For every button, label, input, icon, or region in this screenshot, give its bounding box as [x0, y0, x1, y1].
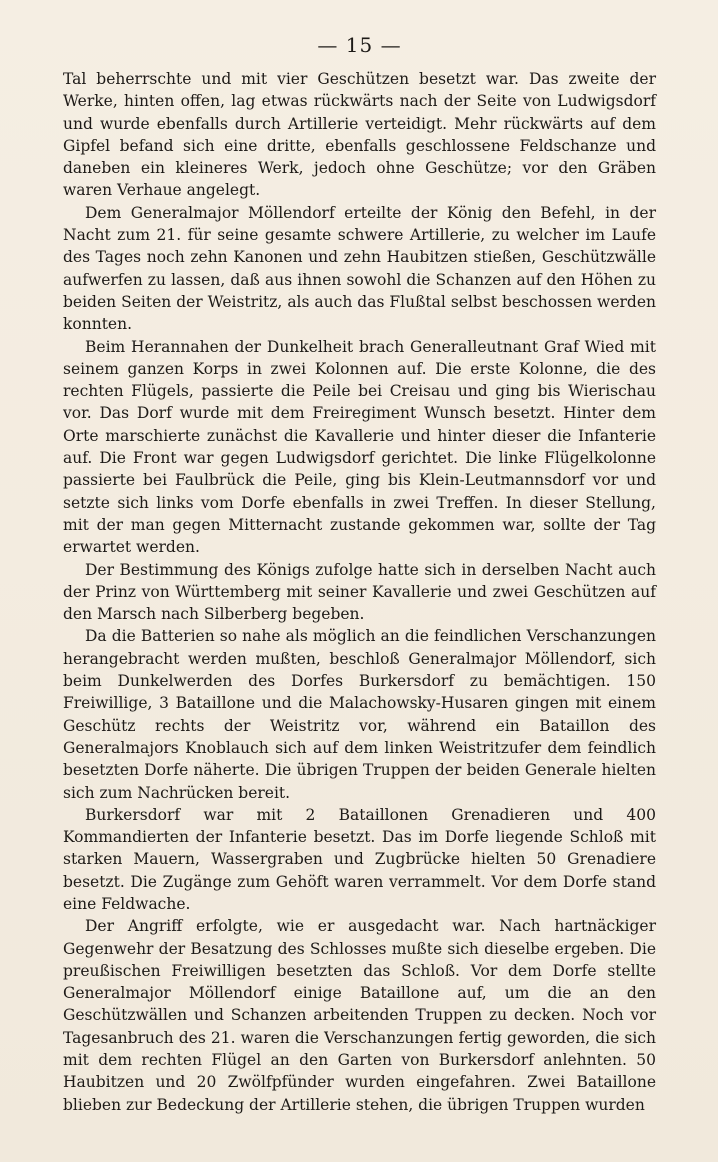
- paragraph-5: Da die Batterien so nahe als möglich an die feindlichen Verschanzungen herangebracht werden mußten, beschloß Generalmajor Möllendorf, sich beim Dunkelwerden des Dorfes Burkersdorf zu bemächtigen. 150 Freiwillige, 3 Bataillone und die Malachowsky-Husaren gingen mit einem Geschütz rechts der Weistritz vor, während ein Bataillon des Generalmajors Knoblauch sich auf dem linken Weistritzufer dem feindlich besetzten Dorfe näherte. Die übrigen Truppen der beiden Generale hielten sich zum Nachrücken bereit.: [63, 627, 656, 802]
- paragraph-1: Tal beherrschte und mit vier Geschützen besetzt war. Das zweite der Werke, hinten offen, lag etwas rückwärts nach der Seite von Ludwigsdorf und wurde ebenfalls durch Artillerie verteidigt. Mehr rückwärts auf dem Gipfel befand sich eine dritte, ebenfalls geschlossene Feldschanze und daneben ein kleineres Werk, jedoch ohne Geschütze; vor den Gräben waren Verhaue angelegt.: [63, 70, 656, 200]
- page-body: [63, 68, 656, 1116]
- paragraph-7: Der Angriff erfolgte, wie er ausgedacht war. Nach hartnäckiger Gegenwehr der Besatzung des Schlosses mußte sich dieselbe ergeben. Die preußischen Freiwilligen besetzten das Schloß. Vor dem Dorfe stellte Generalmajor Möllendorf einige Bataillone auf, um die an den Geschützwällen und Schanzen arbeitenden Truppen zu decken. Noch vor Tagesanbruch des 21. waren die Verschanzungen fertig geworden, die sich mit dem rechten Flügel an den Garten von Burkersdorf anlehnten. 50 Haubitzen und 20 Zwölfpfünder wurden eingefahren. Zwei Bataillone blieben zur Bedeckung der Artillerie stehen, die übrigen Truppen wurden: [63, 917, 656, 1114]
- paragraph-3: Beim Herannahen der Dunkelheit brach Generalleutnant Graf Wied mit seinem ganzen Korps in zwei Kolonnen auf. Die erste Kolonne, die des rechten Flügels, passierte die Peile bei Creisau und ging bis Wierischau vor. Das Dorf wurde mit dem Freiregiment Wunsch besetzt. Hinter dem Orte marschierte zunächst die Kavallerie und hinter dieser die Infanterie auf. Die Front war gegen Ludwigsdorf gerichtet. Die linke Flügelkolonne passierte bei Faulbrück die Peile, ging bis Klein-Leutmannsdorf vor und setzte sich links vom Dorfe ebenfalls in zwei Treffen. In dieser Stellung, mit der man gegen Mitternacht zustande gekommen war, sollte der Tag erwartet werden.: [63, 337, 656, 557]
- paragraph-2: Dem Generalmajor Möllendorf erteilte der König den Befehl, in der Nacht zum 21. für seine gesamte schwere Artillerie, zu welcher im Laufe des Tages noch zehn Kanonen und zehn Haubitzen stießen, Geschützwälle aufwerfen zu lassen, daß aus ihnen sowohl die Schanzen auf den Höhen zu beiden Seiten der Weistritz, als auch das Flußtal selbst beschossen werden konnten.: [63, 203, 656, 334]
- page-number: — 15 —: [317, 33, 402, 57]
- paragraph-6: Burkersdorf war mit 2 Bataillonen Grenadieren und 400 Kommandierten der Infanterie besetzt. Das im Dorfe liegende Schloß mit starken Mauern, Wassergraben und Zugbrücke hielten 50 Grenadiere besetzt. Die Zugänge zum Gehöft waren verrammelt. Vor dem Dorfe stand eine Feldwache.: [63, 805, 656, 913]
- paragraph-4: Der Bestimmung des Königs zufolge hatte sich in derselben Nacht auch der Prinz von Württemberg mit seiner Kavallerie und zwei Geschützen auf den Marsch nach Silberberg begeben.: [63, 560, 656, 624]
